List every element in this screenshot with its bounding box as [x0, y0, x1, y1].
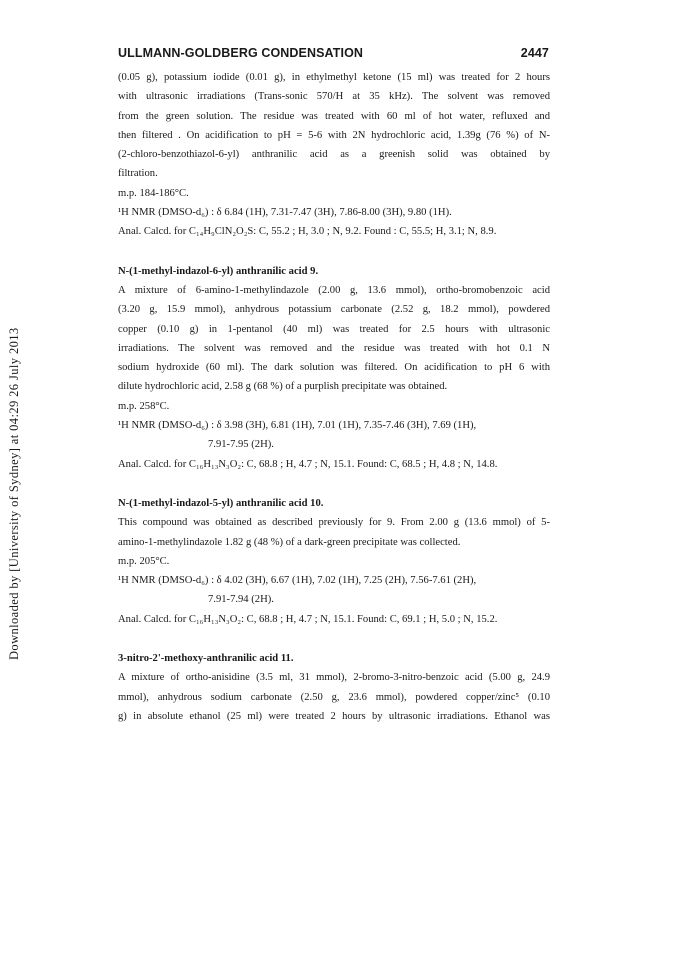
section-heading: N-(1-methyl-indazol-6-yl) anthranilic acid 9. — [118, 265, 319, 277]
text-line: copper (0.10 g) in 1-pentanol (40 ml) was treated for 2.5 hours with ultrasonic — [118, 323, 550, 335]
section-compound-10 — [118, 494, 550, 629]
text-line: from the green solution. The residue was treated with 60 ml of hot water, refluxed and — [118, 110, 550, 122]
text-line: A mixture of ortho-anisidine (3.5 ml, 31 mmol), 2-bromo-3-nitro-benzoic acid (5.00 g, 24.9 — [118, 672, 550, 684]
elemental-analysis: Anal. Calcd. for C₁₆H₁₃N₃O₂: C, 68.8 ; H, 4.7 ; N, 15.1. Found: C, 69.1 ; H, 5.0 ; N, 15.2. — [118, 613, 498, 625]
article-body — [118, 68, 550, 726]
melting-point: m.p. 258°C. — [118, 400, 170, 412]
text-line: amino-1-methylindazole 1.82 g (48 %) of a dark-green precipitate was collected. — [118, 536, 461, 548]
nmr-data: ¹H NMR (DMSO-d₆) : δ 4.02 (3H), 6.67 (1H), 7.02 (1H), 7.25 (2H), 7.56-7.61 (2H), — [118, 575, 477, 587]
text-line: (3.20 g, 15.9 mmol), anhydrous potassium carbonate (2.52 g, 18.2 mmol), powdered — [118, 304, 550, 316]
text-line: then filtered . On acidification to pH = 5-6 with 2N hydrochloric acid, 1.39g (76 %) of N- — [118, 129, 550, 141]
elemental-analysis: Anal. Calcd. for C₁₄H₉ClN₂O₂S: C, 55.2 ; H, 3.0 ; N, 9.2. Found : C, 55.5; H, 3.1; N, 8.9. — [118, 226, 497, 238]
nmr-data: ¹H NMR (DMSO-d₆) : δ 3.98 (3H), 6.81 (1H), 7.01 (1H), 7.35-7.46 (3H), 7.69 (1H), — [118, 420, 477, 432]
text-line: (0.05 g), potassium iodide (0.01 g), in ethylmethyl ketone (15 ml) was treated for 2 hours — [118, 72, 550, 83]
nmr-data: ¹H NMR (DMSO-d₆) : δ 6.84 (1H), 7.31-7.47 (3H), 7.86-8.00 (3H), 9.80 (1H). — [118, 207, 452, 219]
section-heading: N-(1-methyl-indazol-5-yl) anthranilic acid 10. — [118, 497, 324, 509]
text-line: with ultrasonic irradiations (Trans-sonic 570/H at 35 kHz). The solvent was removed — [118, 91, 550, 103]
section-compound-9 — [118, 262, 550, 474]
nmr-data-continued: 7.91-7.94 (2H). — [208, 594, 274, 606]
running-title: ULLMANN-GOLDBERG CONDENSATION — [118, 46, 364, 60]
text-line: dilute hydrochloric acid, 2.58 g (68 %) of a purplish precipitate was obtained. — [118, 381, 448, 393]
text-line: A mixture of 6-amino-1-methylindazole (2.00 g, 13.6 mmol), ortho-bromobenzoic acid — [118, 284, 550, 296]
section-heading: 3-nitro-2'-methoxy-anthranilic acid 11. — [118, 653, 294, 665]
text-line: This compound was obtained as described previously for 9. From 2.00 g (13.6 mmol) of 5- — [118, 517, 550, 529]
text-line: irradiations. The solvent was removed and the residue was treated with hot 0.1 N — [118, 342, 550, 354]
text-line: sodium hydroxide (60 ml). The dark solution was filtered. On acidification to pH 6 with — [118, 362, 550, 374]
section-compound-11 — [118, 649, 550, 726]
text-line: mmol), anhydrous sodium carbonate (2.50 g, 23.6 mmol), powdered copper/zinc⁵ (0.10 — [118, 691, 550, 703]
elemental-analysis: Anal. Calcd. for C₁₆H₁₃N₃O₂: C, 68.8 ; H, 4.7 ; N, 15.1. Found: C, 68.5 ; H, 4.8 ; N, 14.8. — [118, 458, 498, 470]
melting-point: m.p. 184-186°C. — [118, 187, 189, 199]
text-line: (2-chloro-benzothiazol-6-yl) anthranilic acid as a greenish solid was obtained by — [118, 149, 550, 161]
nmr-data-continued: 7.91-7.95 (2H). — [208, 439, 274, 451]
page-number: 2447 — [520, 46, 549, 60]
download-watermark — [7, 250, 21, 660]
download-note: Downloaded by [University of Sydney] at 04:29 26 July 2013 — [7, 327, 21, 660]
text-line: filtration. — [118, 168, 158, 180]
intro-paragraph — [118, 68, 550, 242]
text-line: g) in absolute ethanol (25 ml) were treated 2 hours by ultrasonic irradiations. Ethanol was — [118, 710, 550, 722]
melting-point: m.p. 205°C. — [118, 555, 170, 567]
